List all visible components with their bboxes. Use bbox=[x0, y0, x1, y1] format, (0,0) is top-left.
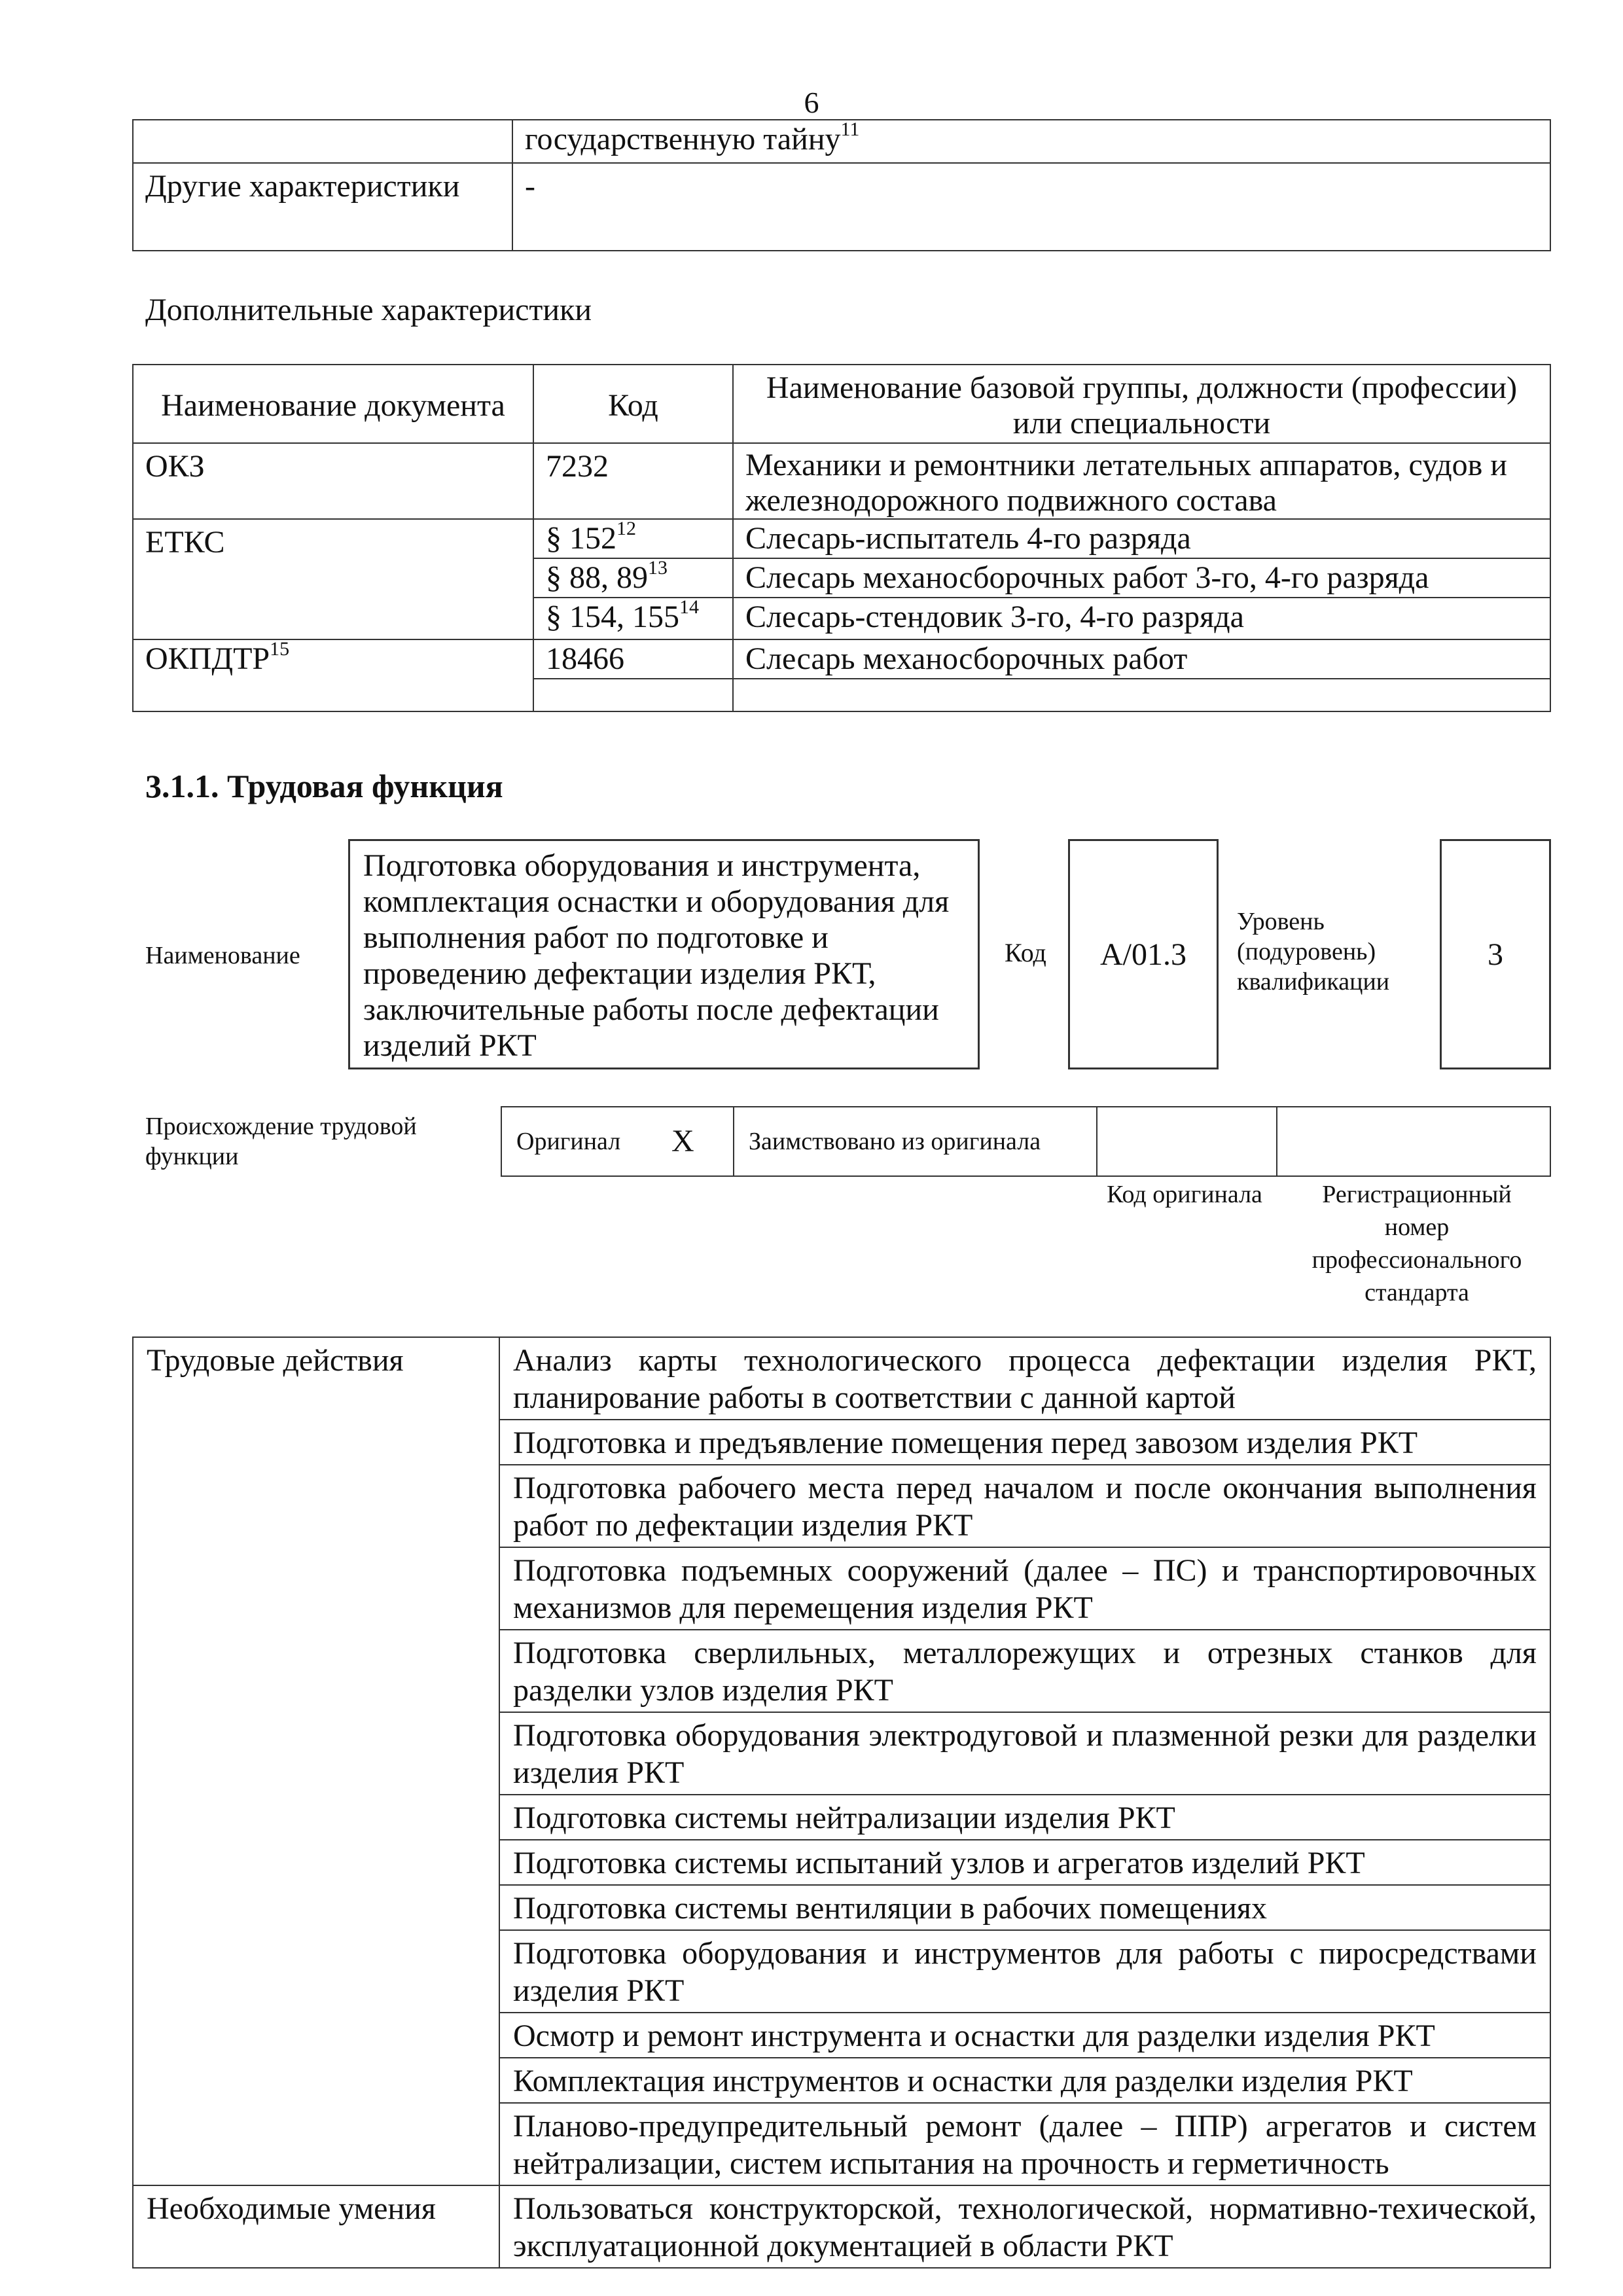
etks-name-2: Слесарь механосборочных работ 3-го, 4-го разряда bbox=[733, 558, 1550, 598]
qualification-level-box bbox=[1440, 839, 1551, 1069]
function-name-text: Подготовка оборудования и инструмента, комплектация оснастки и оборудования для выполнения работ по подготовке и проведению дефектации изделия РКТ, заключительные работы после дефектации изделий РКТ bbox=[363, 848, 950, 1063]
etks-code-2: § 88, $89^{13}$ bbox=[533, 558, 733, 598]
labor-action-item: Подготовка оборудования и инструментов для работы с пиросредствами изделия РКТ bbox=[499, 1930, 1550, 2013]
other-characteristics-value: - bbox=[512, 163, 1550, 251]
top-row1-right: государственную тайну$^{11}$ bbox=[512, 120, 1550, 163]
labor-action-item: Подготовка и предъявление помещения перед завозом изделия РКТ bbox=[499, 1420, 1550, 1465]
borrowed-label: Заимствовано из оригинала bbox=[734, 1107, 1097, 1176]
col-header-document: Наименование документа bbox=[133, 365, 533, 443]
okpdtr-code: 18466 bbox=[533, 639, 733, 679]
function-name-label: Наименование bbox=[145, 942, 300, 969]
labor-action-item: Подготовка системы вентиляции в рабочих помещениях bbox=[499, 1885, 1550, 1930]
function-code-value: А/01.3 bbox=[1100, 937, 1186, 972]
registration-number-cell bbox=[1277, 1107, 1550, 1176]
top-row1-left bbox=[133, 120, 512, 163]
col-header-name: Наименование базовой группы, должности (профессии) или специальности bbox=[733, 365, 1550, 443]
function-name-box bbox=[348, 839, 980, 1069]
okpdtr-name: Слесарь механосборочных работ bbox=[733, 639, 1550, 679]
original-mark: X bbox=[671, 1107, 734, 1176]
etks-code-3: § 154, $155^{14}$ bbox=[533, 598, 733, 639]
section-title: 3.1.1. Трудовая функция bbox=[145, 768, 503, 804]
function-code-label: Код bbox=[1005, 938, 1046, 967]
labor-action-item: Планово-предупредительный ремонт (далее – ППР) агрегатов и систем нейтрализации, систем испытания на прочность и герметичность bbox=[499, 2103, 1550, 2185]
etks-name-1: Слесарь-испытатель 4-го разряда bbox=[733, 519, 1550, 558]
labor-action-item: Анализ карты технологического процесса дефектации изделия РКТ, планирование работы в соответствии с данной картой bbox=[499, 1337, 1550, 1420]
additional-characteristics-table bbox=[132, 364, 1551, 712]
original-code-caption: Код оригинала bbox=[1107, 1181, 1262, 1208]
labor-action-item: Комплектация инструментов и оснастки для разделки изделия РКТ bbox=[499, 2058, 1550, 2103]
okpdtr-empty-code bbox=[533, 679, 733, 711]
labor-actions-table bbox=[132, 1336, 1551, 2269]
required-skill-row bbox=[133, 2185, 1550, 2268]
original-label: Оригинал bbox=[501, 1107, 671, 1176]
okz-code: 7232 bbox=[533, 443, 733, 519]
etks-name-3: Слесарь-стендовик 3-го, 4-го разряда bbox=[733, 598, 1550, 639]
other-characteristics-label: Другие характеристики bbox=[133, 163, 512, 251]
labor-action-item: Подготовка сверлильных, металлорежущих и отрезных станков для разделки узлов изделия РКТ bbox=[499, 1630, 1550, 1712]
etks-doc: ЕТКС bbox=[133, 519, 533, 639]
origin-table bbox=[501, 1106, 1551, 1177]
labor-action-item: Подготовка подъемных сооружений (далее – ПС) и транспортировочных механизмов для перемещения изделия РКТ bbox=[499, 1547, 1550, 1630]
labor-action-item: Подготовка системы нейтрализации изделия РКТ bbox=[499, 1795, 1550, 1840]
okz-name: Механики и ремонтники летательных аппаратов, судов и железнодорожного подвижного состава bbox=[733, 443, 1550, 519]
required-skill-label: Необходимые умения bbox=[133, 2185, 499, 2268]
required-skill-item: Пользоваться конструкторской, технологической, нормативно-техической, эксплуатационной документацией в области РКТ bbox=[499, 2185, 1550, 2268]
qualification-level-label: Уровень (подуровень) квалификации bbox=[1237, 908, 1390, 996]
labor-action-label: Трудовые действия bbox=[133, 1337, 499, 2185]
registration-number-caption: Регистрационный номер профессионального стандарта bbox=[1311, 1181, 1522, 1306]
okpdtr-empty-name bbox=[733, 679, 1550, 711]
okz-doc: ОКЗ bbox=[133, 443, 533, 519]
qualification-level-value: 3 bbox=[1488, 937, 1503, 972]
origin-label: Происхождение трудовой функции bbox=[145, 1113, 417, 1170]
etks-code-1: § $152^{12}$ bbox=[533, 519, 733, 558]
original-code-cell bbox=[1097, 1107, 1277, 1176]
col-header-code: Код bbox=[533, 365, 733, 443]
page-number: 6 bbox=[804, 86, 819, 119]
labor-action-item: Подготовка системы испытаний узлов и агрегатов изделий РКТ bbox=[499, 1840, 1550, 1885]
labor-action-item: Подготовка рабочего места перед началом и после окончания выполнения работ по дефектации изделия РКТ bbox=[499, 1465, 1550, 1547]
top-characteristics-table bbox=[132, 119, 1551, 251]
additional-characteristics-heading: Дополнительные характеристики bbox=[145, 293, 592, 327]
labor-action-item: Подготовка оборудования электродуговой и плазменной резки для разделки изделия РКТ bbox=[499, 1712, 1550, 1795]
okpdtr-doc: ОКПДТР$^{15}$ bbox=[133, 639, 533, 711]
labor-action-row bbox=[133, 1337, 1550, 1420]
function-code-box bbox=[1068, 839, 1219, 1069]
labor-action-item: Осмотр и ремонт инструмента и оснастки для разделки изделия РКТ bbox=[499, 2013, 1550, 2058]
